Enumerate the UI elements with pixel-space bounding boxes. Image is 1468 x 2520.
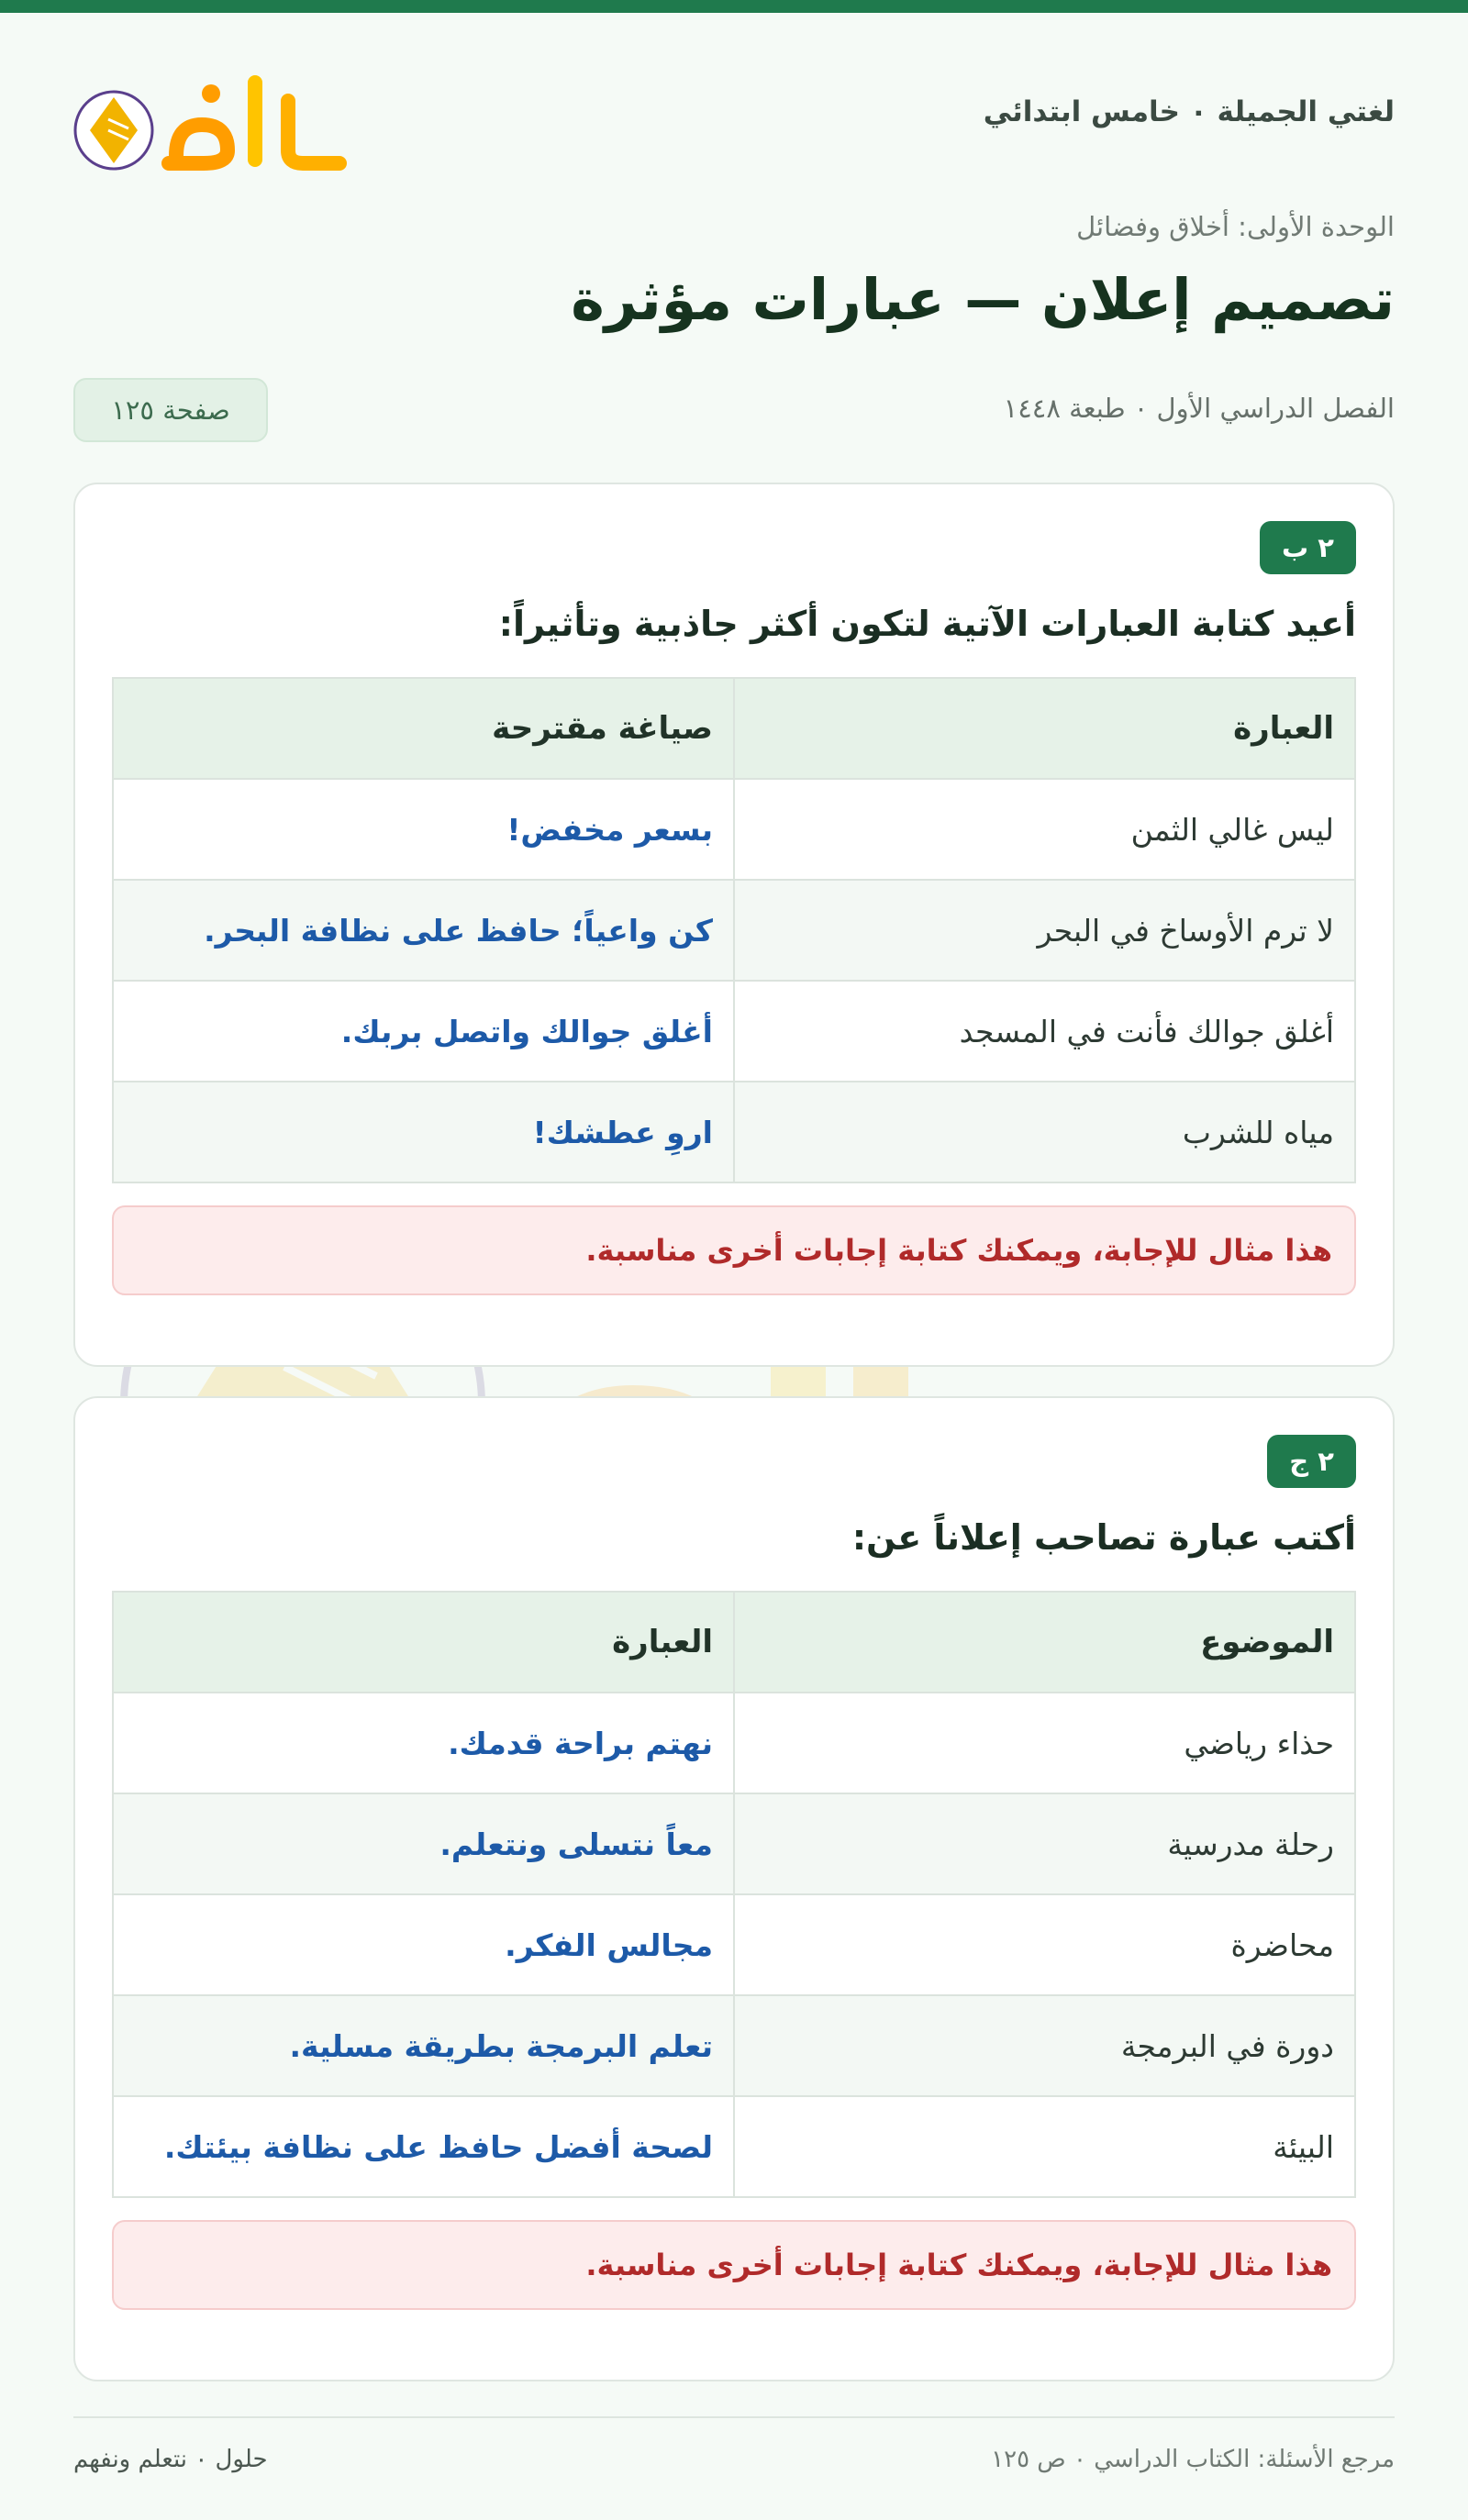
answer-note: هذا مثال للإجابة، ويمكنك كتابة إجابات أخرى مناسبة. bbox=[112, 2220, 1356, 2310]
answer-cell: بسعر مخفض! bbox=[113, 779, 734, 880]
answer-cell: مجالس الفكر. bbox=[113, 1894, 734, 1995]
footer-divider bbox=[73, 2416, 1395, 2418]
table-row bbox=[113, 1995, 1355, 2096]
table-row bbox=[113, 1894, 1355, 1995]
column-header-topic: الموضوع bbox=[734, 1592, 1355, 1693]
answer-note: هذا مثال للإجابة، ويمكنك كتابة إجابات أخرى مناسبة. bbox=[112, 1205, 1356, 1295]
book-title: لغتي الجميلة ٠ خامس ابتدائي bbox=[983, 95, 1395, 128]
phrase-cell: أغلق جوالك فأنت في المسجد bbox=[734, 981, 1355, 1082]
footer-brand: حلول ٠ نتعلم ونفهم bbox=[73, 2446, 268, 2473]
answer-cell: لصحة أفضل حافظ على نظافة بيئتك. bbox=[113, 2096, 734, 2197]
table-row bbox=[113, 1693, 1355, 1793]
table-row bbox=[113, 1082, 1355, 1182]
table-row bbox=[113, 981, 1355, 1082]
question-card-2c bbox=[73, 1396, 1395, 2381]
column-header-phrase: العبارة bbox=[113, 1592, 734, 1693]
unit-label: الوحدة الأولى: أخلاق وفضائل bbox=[1076, 211, 1395, 242]
table-header-row bbox=[113, 1592, 1355, 1693]
page-number-badge: صفحة ١٢٥ bbox=[73, 378, 268, 442]
column-header-suggested: صياغة مقترحة bbox=[113, 678, 734, 779]
table-row bbox=[113, 2096, 1355, 2197]
slogan-table bbox=[112, 1591, 1356, 2198]
rewrite-table bbox=[112, 677, 1356, 1183]
column-header-phrase: العبارة bbox=[734, 678, 1355, 779]
footer-reference: مرجع الأسئلة: الكتاب الدراسي ٠ ص ١٢٥ bbox=[991, 2446, 1395, 2473]
topic-cell: حذاء رياضي bbox=[734, 1693, 1355, 1793]
table-header-row bbox=[113, 678, 1355, 779]
answer-cell: أغلق جوالك واتصل بربك. bbox=[113, 981, 734, 1082]
semester-meta: الفصل الدراسي الأول ٠ طبعة ١٤٤٨ bbox=[1003, 393, 1395, 424]
phrase-cell: لا ترم الأوساخ في البحر bbox=[734, 880, 1355, 981]
answer-cell: معاً نتسلى ونتعلم. bbox=[113, 1793, 734, 1894]
answer-cell: كن واعياً؛ حافظ على نظافة البحر. bbox=[113, 880, 734, 981]
topic-cell: البيئة bbox=[734, 2096, 1355, 2197]
topic-cell: محاضرة bbox=[734, 1894, 1355, 1995]
question-text: أعيد كتابة العبارات الآتية لتكون أكثر جاذبية وتأثيراً: bbox=[498, 604, 1356, 644]
topic-cell: رحلة مدرسية bbox=[734, 1793, 1355, 1894]
question-number-badge: ٢ ب bbox=[1260, 521, 1356, 574]
question-number-badge: ٢ ج bbox=[1267, 1435, 1356, 1488]
page-header bbox=[73, 55, 1395, 183]
table-row bbox=[113, 880, 1355, 981]
topic-cell: دورة في البرمجة bbox=[734, 1995, 1355, 2096]
answer-cell: نهتم براحة قدمك. bbox=[113, 1693, 734, 1793]
phrase-cell: مياه للشرب bbox=[734, 1082, 1355, 1182]
answer-cell: اروِ عطشك! bbox=[113, 1082, 734, 1182]
question-text: أكتب عبارة تصاحب إعلاناً عن: bbox=[851, 1517, 1356, 1558]
answer-cell: تعلم البرمجة بطريقة مسلية. bbox=[113, 1995, 734, 2096]
table-row bbox=[113, 779, 1355, 880]
hulul-logo bbox=[73, 64, 349, 183]
page-title: تصميم إعلان — عبارات مؤثرة bbox=[571, 266, 1395, 333]
question-card-2b bbox=[73, 483, 1395, 1367]
top-accent-bar bbox=[0, 0, 1468, 13]
phrase-cell: ليس غالي الثمن bbox=[734, 779, 1355, 880]
table-row bbox=[113, 1793, 1355, 1894]
